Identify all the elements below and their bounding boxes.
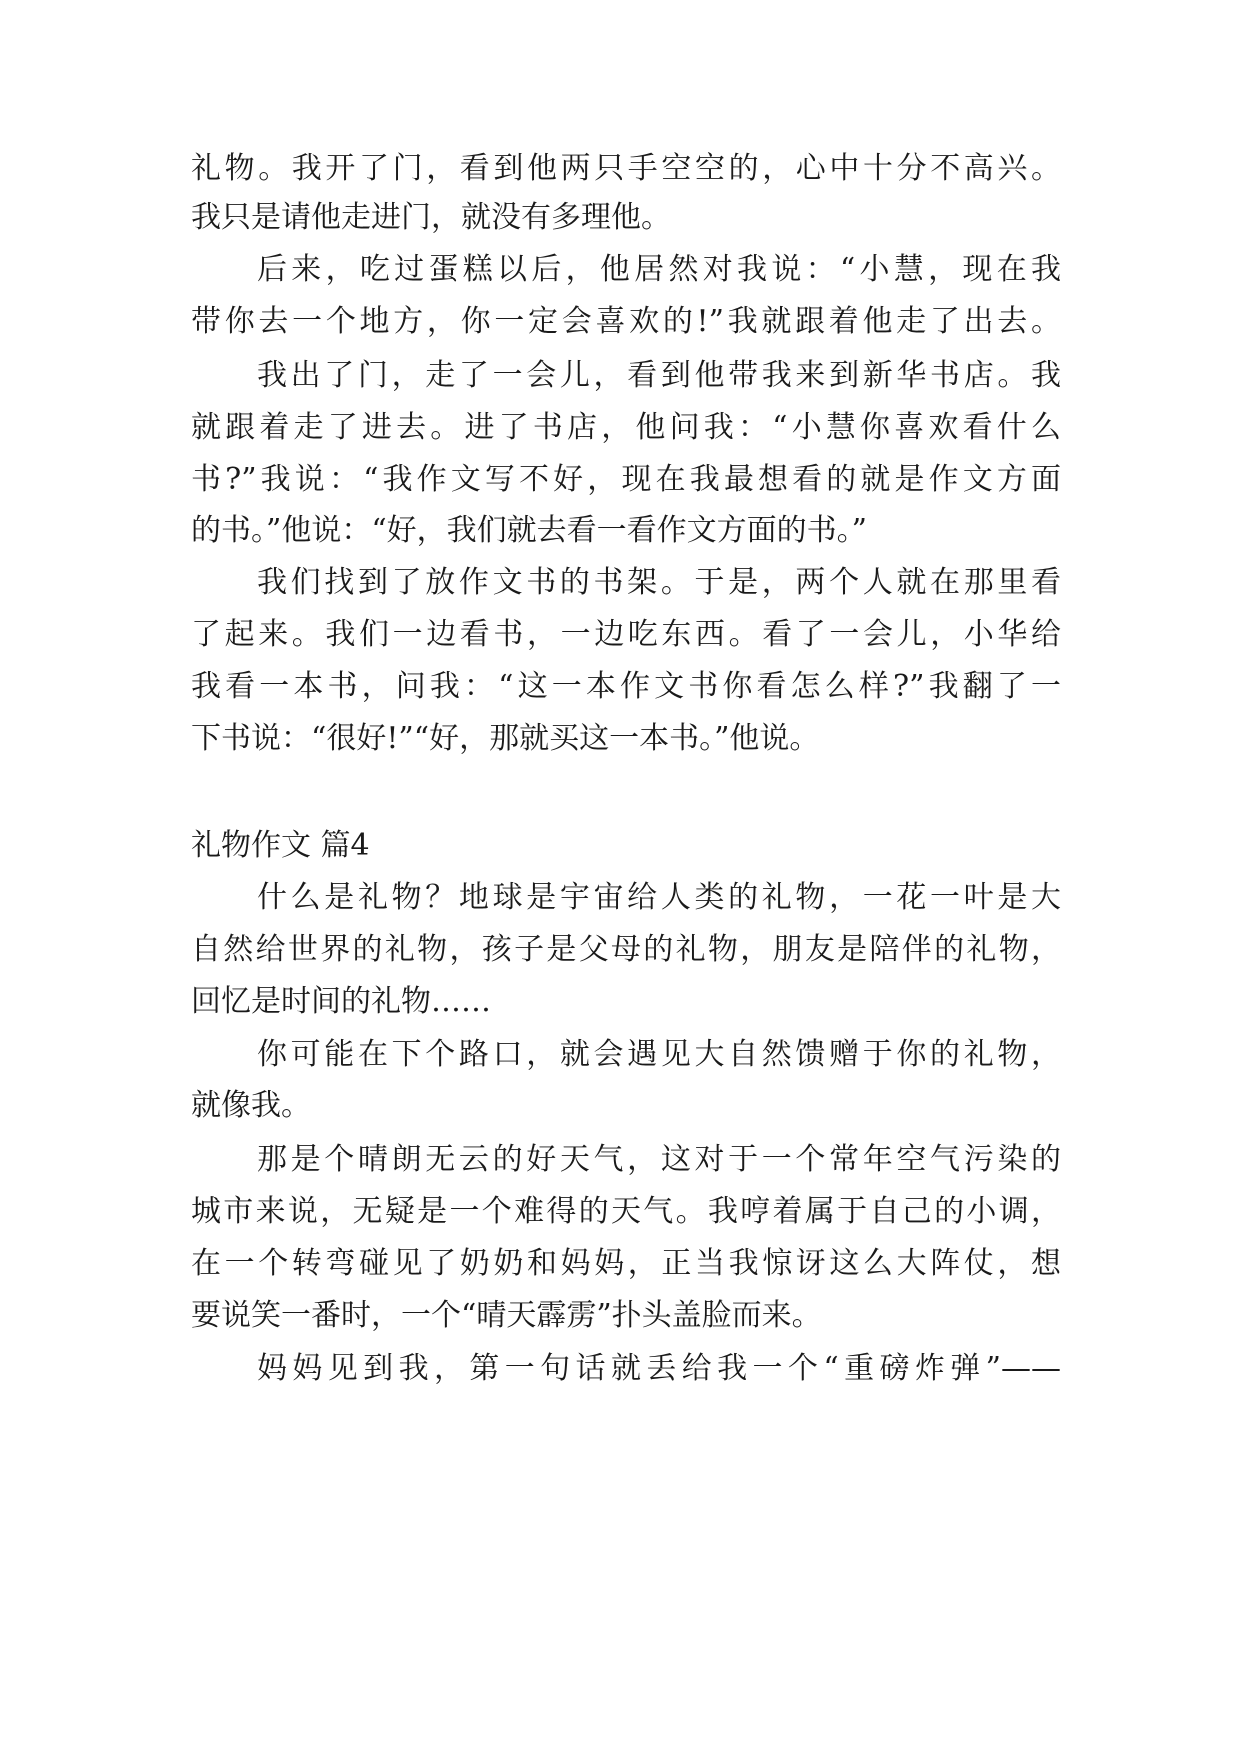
text-line: 自然给世界的礼物，孩子是父母的礼物，朋友是陪伴的礼物，: [191, 932, 1061, 967]
text-line: 了起来。我们一边看书，一边吃东西。看了一会儿，小华给: [191, 617, 1061, 652]
text-line: 就跟着走了进去。进了书店，他问我：“小慧你喜欢看什么: [191, 410, 1061, 445]
text-line: 下书说：“很好!”“好，那就买这一本书。”他说。: [191, 721, 820, 756]
section-heading: 礼物作文 篇4: [191, 828, 370, 863]
text-line: 我看一本书，问我：“这一本作文书你看怎么样?”我翻了一: [191, 669, 1061, 704]
text-line: 在一个转弯碰见了奶奶和妈妈，正当我惊讶这么大阵仗，想: [191, 1246, 1061, 1281]
text-line: 就像我。: [191, 1088, 311, 1123]
text-line: 带你去一个地方，你一定会喜欢的!”我就跟着他走了出去。: [191, 304, 1061, 339]
text-line: 妈妈见到我，第一句话就丢给我一个“重磅炸弹”——: [257, 1351, 1061, 1386]
document-page: [191, 0, 1061, 1754]
text-line: 的书。”他说：“好，我们就去看一看作文方面的书。”: [191, 513, 868, 548]
text-line: 什么是礼物？地球是宇宙给人类的礼物，一花一叶是大: [257, 880, 1061, 915]
text-line: 回忆是时间的礼物……: [191, 984, 491, 1019]
text-line: 书?”我说：“我作文写不好，现在我最想看的就是作文方面: [191, 462, 1061, 497]
text-line: 我只是请他走进门，就没有多理他。: [191, 200, 671, 235]
text-line: 我们找到了放作文书的书架。于是，两个人就在那里看: [257, 565, 1061, 600]
text-line: 后来，吃过蛋糕以后，他居然对我说：“小慧，现在我: [257, 252, 1061, 287]
text-line: 我出了门，走了一会儿，看到他带我来到新华书店。我: [257, 358, 1061, 393]
text-line: 城市来说，无疑是一个难得的天气。我哼着属于自己的小调，: [191, 1194, 1061, 1229]
text-line: 礼物。我开了门，看到他两只手空空的，心中十分不高兴。: [191, 151, 1061, 186]
text-line: 你可能在下个路口，就会遇见大自然馈赠于你的礼物，: [257, 1037, 1061, 1072]
text-line: 要说笑一番时，一个“晴天霹雳”扑头盖脸而来。: [191, 1298, 822, 1333]
text-line: 那是个晴朗无云的好天气，这对于一个常年空气污染的: [257, 1142, 1061, 1177]
